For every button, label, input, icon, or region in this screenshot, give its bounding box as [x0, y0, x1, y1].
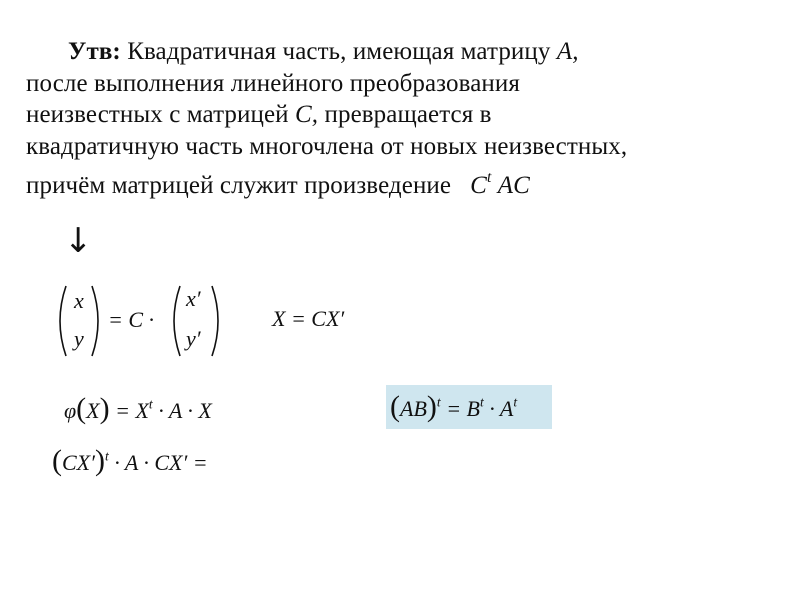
transpose-mid: · A [489, 396, 514, 421]
open-paren: ( [76, 392, 87, 425]
statement-label: Утв: [68, 38, 121, 65]
statement-line-4: квадратичную часть многочлена от новых неизвестных, [26, 132, 628, 160]
formula-transpose-identity [390, 390, 517, 424]
phi-tail: · A · X [158, 398, 212, 423]
expand-tail: · A · CX′ = [114, 450, 208, 475]
phi-equals-x: = X [115, 398, 149, 423]
vector-right-x: x′ [186, 286, 201, 311]
vector-left-x: x [74, 288, 84, 313]
formula-expansion [52, 444, 208, 478]
down-arrow-icon: ↓ [64, 221, 93, 261]
statement-line-5 [26, 162, 786, 201]
transpose-equals-b: = B [446, 396, 480, 421]
vector-left-y: y [74, 326, 84, 351]
transpose-sup: t [436, 394, 441, 410]
product-c: C [470, 171, 487, 199]
statement-line-3-text: неизвестных с матрицей [26, 101, 296, 128]
statement-line-3 [26, 99, 786, 131]
vector-equals-c: = C · [108, 307, 155, 332]
transpose-inner: AB [400, 396, 427, 421]
statement-line-5-text: причём матрицей служит произведение [26, 171, 452, 199]
product-formula [470, 169, 530, 199]
close-paren: ) [426, 390, 437, 423]
formula-x-equals-cx: X = CX′ [272, 306, 345, 331]
vector-formula [52, 282, 232, 360]
statement-paragraph [26, 36, 786, 201]
matrix-a-var: A, [556, 38, 579, 65]
statement-line-3-tail: превращается в [318, 101, 492, 128]
expand-transpose-sup: t [104, 448, 109, 464]
vector-right-y: y′ [186, 326, 201, 351]
phi-transpose-sup: t [148, 396, 153, 412]
phi-arg: X [86, 398, 100, 423]
open-paren: ( [52, 444, 62, 477]
expand-inner: CX′ [62, 450, 95, 475]
product-transpose-sup: t [486, 169, 492, 186]
matrix-c-var: C, [295, 101, 319, 128]
statement-line-2: после выполнения линейного преобразования [26, 69, 520, 97]
statement-line-1 [26, 36, 786, 68]
product-ac: AC [497, 171, 530, 199]
a-transpose-sup: t [513, 394, 518, 410]
b-transpose-sup: t [479, 394, 484, 410]
close-paren: ) [94, 444, 105, 477]
statement-line-1-text: Квадратичная часть, имеющая матрицу [120, 38, 557, 65]
close-paren: ) [99, 392, 110, 425]
open-paren: ( [390, 390, 400, 423]
formula-phi [64, 392, 212, 426]
phi-symbol: φ [64, 398, 77, 423]
